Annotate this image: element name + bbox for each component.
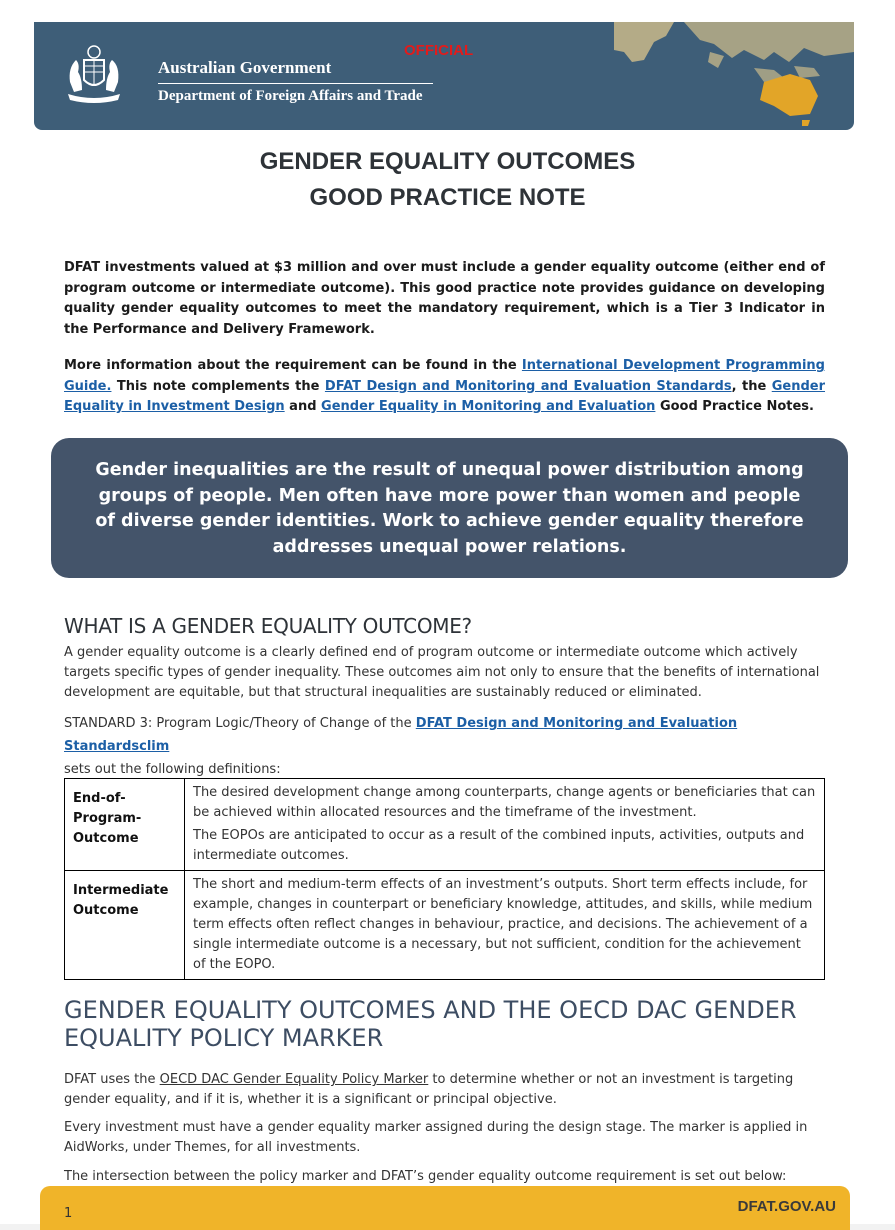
header-banner: [34, 22, 854, 130]
term-cell: Intermediate Outcome: [65, 871, 185, 980]
section-heading-oecd: GENDER EQUALITY OUTCOMES AND THE OECD DAC GENDER EQUALITY POLICY MARKER: [64, 996, 797, 1052]
description-cell: The desired development change among counterparts, change agents or beneficiaries that can be achieved within allocated resources and the timeframe of the investment. The EOPOs are anticipated to occur as a result of the combined inputs, activities, outputs and intermediate outcomes.: [185, 779, 825, 871]
document-title-line2: GOOD PRACTICE NOTE: [309, 184, 586, 211]
callout-text: Gender inequalities are the result of unequal power distribution among groups of people. Men often have more power than women and people of diverse gender identities. Work to achieve gender equality therefore addresses unequal power relations.: [95, 460, 804, 557]
coat-of-arms-icon: [62, 42, 126, 106]
link-standards[interactable]: DFAT Design and Monitoring and Evaluation Standardsclim: [64, 716, 738, 754]
link-design-me-standards[interactable]: DFAT Design and Monitoring and Evaluation Standards: [324, 378, 732, 394]
department-name: Department of Foreign Affairs and Trade: [158, 88, 423, 104]
intro-paragraph: DFAT investments valued at $3 million and over must include a gender equality outcome (either end of program outcome or intermediate outcome). This good practice note provides guidance on developing quality gender equality outcomes to meet the mandatory requirement, which is a Tier 3 Indicator in the Performance and Delivery Framework.: [64, 260, 825, 337]
definition-paragraph: A gender equality outcome is a clearly defined end of program outcome or intermediate outcome which actively targets specific types of gender inequality. These outcomes aim not only to ensure that the benefits of international development are equitable, but that structural inequalities are sustainably reduced or eliminated.: [64, 645, 820, 700]
world-map-graphic: [614, 22, 854, 130]
description-cell: The short and medium-term effects of an investment’s outputs. Short term effects include, for example, changes in counterpart or beneficiary knowledge, attitudes, and skills, while medium term effects often reflect changes in behaviour, practice, and decisions. The achievement of a single intermediate outcome is a necessary, but not sufficient, condition for the achievement of the EOPO.: [185, 871, 825, 980]
header-divider: [158, 83, 433, 84]
table-row: [65, 871, 825, 980]
footer-url: DFAT.GOV.AU: [737, 1198, 836, 1215]
document-title-line1: GENDER EQUALITY OUTCOMES: [259, 148, 636, 175]
government-name: Australian Government: [158, 58, 332, 77]
table-row: [65, 779, 825, 871]
section-heading-what-is: WHAT IS A GENDER EQUALITY OUTCOME?: [64, 614, 472, 638]
classification-label: OFFICIAL: [404, 42, 474, 59]
key-message-callout: [51, 438, 848, 578]
link-programming-guide[interactable]: International Development Programming Guide.: [64, 358, 825, 394]
footer-bar: [40, 1186, 850, 1230]
definitions-table: [64, 778, 825, 980]
intro-links-paragraph: More information about the requirement can be found in the International Development Programming Guide. This note complements the DFAT Design and Monitoring and Evaluation Standards, the Gender Equality in Investment Design and Gender Equality in Monitoring and Evaluation Good Practice Notes.: [64, 358, 826, 414]
standard-paragraph: STANDARD 3: Program Logic/Theory of Change of the DFAT Design and Monitoring and Evaluation Standardsclim sets out the following definitions:: [64, 716, 738, 777]
page-number: 1: [64, 1206, 73, 1221]
link-gender-me[interactable]: Gender Equality in Monitoring and Evaluation: [321, 399, 656, 414]
marker-paragraph: Every investment must have a gender equality marker assigned during the design stage. The marker is applied in AidWorks, under Themes, for all investments.: [64, 1120, 808, 1155]
oecd-paragraph: DFAT uses the OECD DAC Gender Equality Policy Marker to determine whether or not an investment is targeting gender equality, and if it is, whether it is a significant or principal objective.: [64, 1072, 794, 1107]
link-oecd-marker[interactable]: OECD DAC Gender Equality Policy Marker: [159, 1072, 429, 1087]
intersection-paragraph: The intersection between the policy marker and DFAT’s gender equality outcome requirement is set out below:: [64, 1169, 787, 1184]
link-gender-investment-design[interactable]: Gender Equality in Investment Design: [64, 378, 826, 414]
term-cell: End-of-Program-Outcome: [65, 779, 185, 871]
